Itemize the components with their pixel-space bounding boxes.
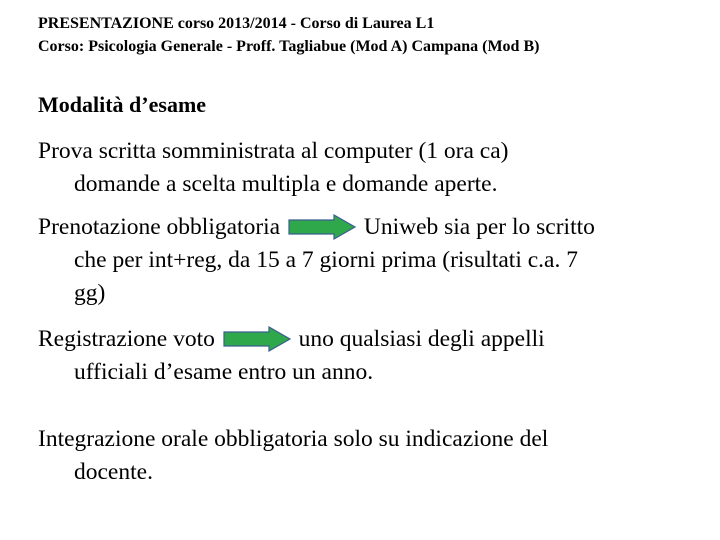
paragraph-line: gg) [74,280,106,306]
section-title: Modalità d’esame [38,92,207,117]
paragraph-registration [38,211,698,310]
paragraph-line: domande a scelta multipla e domande aperte. [74,171,498,197]
slide-header [38,12,539,58]
paragraph-line: ufficiali d’esame entro un anno. [74,359,374,385]
paragraph-text: Uniweb sia per lo scritto [363,214,595,240]
paragraph-line [38,323,698,356]
header-line-professors: Corso: Psicologia Generale - Proff. Tagliabue (Mod A) Campana (Mod B) [38,38,540,55]
header-line-course: PRESENTAZIONE corso 2013/2014 - Corso di Laurea L1 [38,15,435,32]
paragraph-text: Prenotazione obbligatoria [38,214,281,240]
paragraph-text: Registrazione voto [38,326,215,352]
right-arrow-icon [223,326,291,352]
paragraph-oral-exam [38,423,698,489]
paragraph-line: Prova scritta somministrata al computer (1 ora ca) [38,138,509,164]
paragraph-line: che per int+reg, da 15 a 7 giorni prima (risultati c.a. 7 [74,247,578,273]
paragraph-written-exam [38,135,698,201]
paragraph-line [38,211,698,244]
paragraph-line: Integrazione orale obbligatoria solo su indicazione del [38,426,549,452]
paragraph-grade-recording [38,323,698,389]
right-arrow-icon [288,214,356,240]
paragraph-line: docente. [74,459,153,485]
paragraph-text: uno qualsiasi degli appelli [298,326,545,352]
